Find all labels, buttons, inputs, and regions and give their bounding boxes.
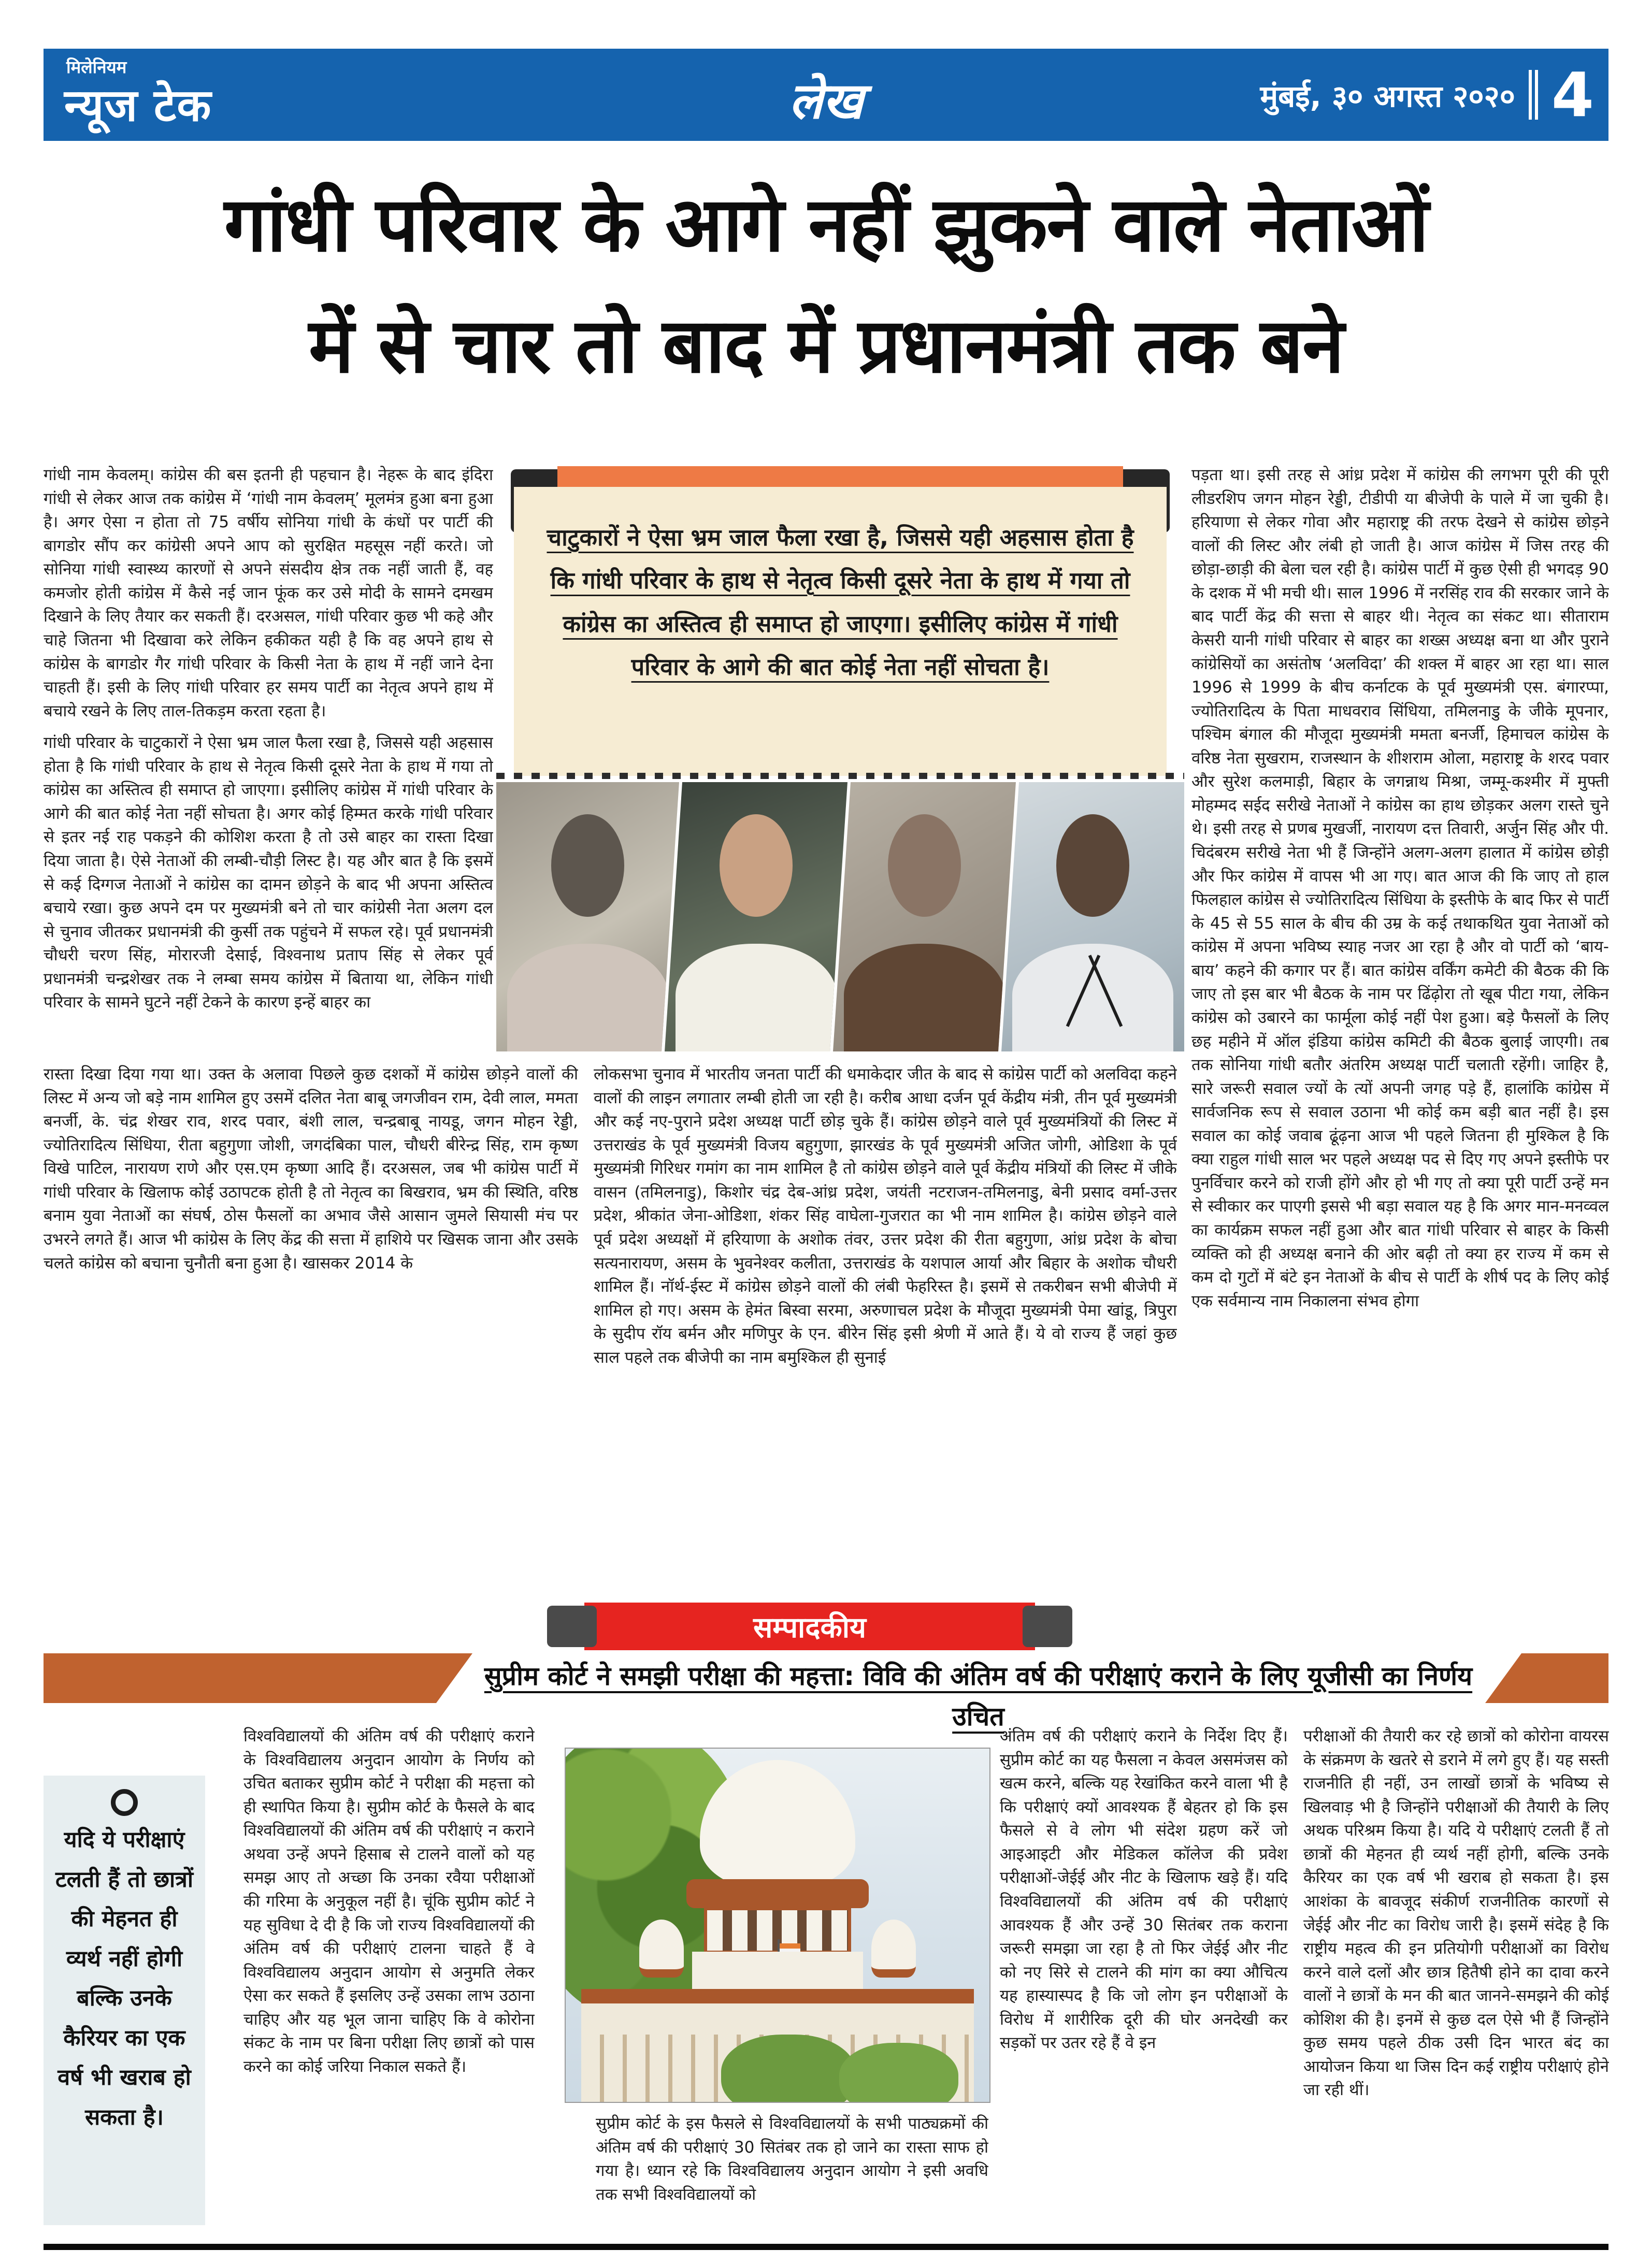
chhatri-right [871, 1920, 916, 1978]
headline-accent-right [1485, 1653, 1608, 1703]
section-label: लेख [788, 72, 864, 130]
pull-quote-box [496, 466, 1184, 776]
perforation-divider [496, 773, 1184, 779]
lead-headline-line1: गांधी परिवार के आगे नहीं झुकने वाले नेताओं [224, 181, 1428, 269]
editorial-sidebar-quote-text: यदि ये परीक्षाएं टलती हैं तो छात्रों की मेहनत ही व्यर्थ नहीं होगी बल्कि उनके कैरियर का एक वर्ष भी खराब हो सकता है। [55, 1827, 194, 2130]
portrait-shoulders [844, 944, 1005, 1051]
lead-paragraph: गांधी परिवार के चाटुकारों ने ऐसा भ्रम जाल फैला रखा है, जिससे यही अहसास होता है कि गांधी परिवार के हाथ से नेतृत्व किसी दूसरे नेता के हाथ में गया तो कांग्रेस का अस्तित्व ही समाप्त हो जाएगा। इसीलिए कांग्रेस में गांधी परिवार के आगे की बात कोई नेता नहीं सोचता है। अगर कोई हिम्मत करके गांधी परिवार से इतर नई राह पकड़ने की कोशिश करता है तो उसे बाहर का रास्ता दिखा दिया जाता है। ऐसे नेताओं की लम्बी-चौड़ी लिस्ट है। यह और बात है कि इसमें से कई दिग्गज नेताओं ने कांग्रेस का दामन छोड़ने के बाद भी अपना अस्तित्व बचाये रखा। कुछ अपने दम पर मुख्यमंत्री बने तो चार कांग्रेसी नेता अलग दल से चुनाव जीतकर प्रधानमंत्री की कुर्सी तक पहुंचने में सफल रहे। पूर्व प्रधानमंत्री चौधरी चरण सिंह, मोरारजी देसाई, विश्वनाथ प्रताप सिंह से लेकर पूर्व प्रधानमंत्री चन्द्रशेखर तक ने लम्बा समय कांग्रेस में बिताया था, लेकिन गांधी परिवार के सामने घुटने नहीं टेकने के कारण इन्हें बाहर का [44, 733, 493, 1012]
editorial-column-under-photo: सुप्रीम कोर्ट के इस फैसले से विश्वविद्यालयों के सभी पाठ्यक्रमों की अंतिम वर्ष की परीक्षाएं 30 सितंबर तक हो जाने का रास्ता साफ हो गया है। ध्यान रहे कि विश्वविद्यालय अनुदान आयोग ने इसी अवधि तक सभी विश्वविद्यालयों को [596, 2114, 988, 2204]
lead-column-right: पड़ता था। इसी तरह से आंध्र प्रदेश में कांग्रेस की लगभग पूरी की पूरी लीडरशिप जगन मोहन रेड्डी, टीडीपी या बीजेपी के पाले में जा चुकी है। हरियाणा से लेकर गोवा और महाराष्ट्र की तरफ देखने से कांग्रेस छोड़ने वालों की लिस्ट और लंबी हो जाती है। आज कांग्रेस में जिस तरह की छोड़ा-छाड़ी की बेला चल रही है। कांग्रेस पार्टी में कुछ ऐसी ही भगदड़ 90 के दशक में भी मची थी। साल 1996 में नरसिंह राव की सरकार जाने के बाद पार्टी केंद्र की सत्ता से बाहर थी। नेतृत्व का संकट था। सीताराम केसरी यानी गांधी परिवार से बाहर का शख्स अध्यक्ष बना था और पुराने कांग्रेसियों का असंतोष ‘अलविदा’ की शक्ल में बाहर आ रहा था। साल 1996 से 1999 के बीच कर्नाटक के पूर्व मुख्यमंत्री एस. बंगारप्पा, ज्योतिरादित्य के पिता माधवराव सिंधिया, तमिलनाडु के जीके मूपनार, पश्चिम बंगाल की मौजूदा मुख्यमंत्री ममता बनर्जी, हिमाचल कांग्रेस के वरिष्ठ नेता सुखराम, राजस्थान के शीशराम ओला, महाराष्ट्र के शरद पवार और सुरेश कलमाड़ी, बिहार के जगन्नाथ मिश्रा, जम्मू-कश्मीर में मुफ्ती मोहम्मद सईद सरीखे नेताओं ने कांग्रेस का हाथ छोड़कर अलग रास्ते चुने थे। इसी तरह से प्रणब मुखर्जी, नारायण दत्त तिवारी, अर्जुन सिंह और पी. चिदंबरम सरीखे नेता भी हैं जिन्होंने अलग-अलग हालात में कांग्रेस छोड़ी और फिर कांग्रेस में वापस भी आ गए। बात आज की कि जाए तो हाल फिलहाल कांग्रेस से ज्योतिरादित्य सिंधिया के इस्तीफे के बाद फिर से पार्टी के 45 से 55 साल के बीच की उम्र के कई तथाकथित युवा नेताओं को कांग्रेस में अपना भविष्य स्याह नजर आ रहा है और वो पार्टी को ‘बाय-बाय’ कहने की कगार पर हैं। बात कांग्रेस वर्किंग कमेटी की बैठक की कि जाए तो इस बार भी बैठक के नाम पर ढिंढ़ोरा तो खूब पीटा गया, लेकिन कांग्रेस को उबारने का फार्मूला कोई नहीं पेश हुआ। बड़े फैसलों के लिए छह महीने में ऑल इंडिया कांग्रेस कमिटी की बैठक बुलाई जाएगी। तब तक सोनिया गांधी बतौर अंतरिम अध्यक्ष पार्टी चलाती रहेंगी। जाहिर है, सारे जरूरी सवाल ज्यों के त्यों अपनी जगह पड़े हैं, हालांकि कांग्रेस में सार्वजनिक रूप से सवाल उठाना भी कोई कम बड़ी बात नहीं है। इस सवाल का कोई जवाब ढूंढ़ना आज भी पहले जितना ही मुश्किल है कि क्या राहुल गांधी साल भर पहले अध्यक्ष पद से दिए गए अपने इस्तीफे पर पुनर्विचार करने को राजी होंगे और हो भी गए तो क्या पूरी पार्टी उन्हें मन से स्वीकार कर पाएगी इससे भी बड़ा सवाल यह है कि अगर मान-मनव्वल का कार्यक्रम सफल नहीं हुआ और बात गांधी परिवार से बाहर के किसी व्यक्ति को ही अध्यक्ष बनाने की ओर बढ़ी तो क्या हर राज्य में कम से कम दो गुटों में बंटे इन नेताओं के बीच से पार्टी के शीर्ष पद के लिए कोई एक सर्वमान्य नाम निकालना संभव होगा [1191, 466, 1609, 1310]
sonia-gandhi-photo [833, 782, 1016, 1051]
masthead-right [1260, 49, 1594, 141]
masthead [44, 49, 1608, 141]
quote-mark-icon [111, 1789, 138, 1816]
headline-accent-left [44, 1653, 472, 1703]
dateline: मुंबई, ३० अगस्त २०२० [1260, 78, 1515, 114]
gandhi-family-photo-strip [496, 782, 1184, 1051]
dome-band [686, 1879, 869, 1908]
bush [721, 2035, 856, 2103]
editorial-ribbon [584, 1603, 1035, 1650]
lead-paragraph: गांधी नाम केवलम्। कांग्रेस की बस इतनी ही पहचान है। नेहरू के बाद इंदिरा गांधी से लेकर आज तक कांग्रेस में ‘गांधी नाम केवलम्’ मूलमंत्र हुआ बना हुआ है। अगर ऐसा न होता तो 75 वर्षीय सोनिया गांधी के कंधों पर पार्टी की बागडोर सौंप कर कांग्रेसी अपने आप को सुरक्षित महसूस नहीं करते। जो सोनिया गांधी स्वास्थ्य कारणों से अपने संसदीय क्षेत्र तक नहीं जाती हैं, वह कमजोर होती कांग्रेस में कैसे नई जान फूंक कर उसे मोदी के सामने दमखम दिखाने के लिए तैयार कर सकती हैं। दरअसल, गांधी परिवार कुछ भी कहे और चाहे जितना भी दिखावा करे लेकिन हकीकत यही है कि वह अपने हाथ से कांग्रेस के बागडोर गैर गांधी परिवार के किसी नेता के हाथ में नहीं जाने देना चाहती हैं। इसी के लिए गांधी परिवार हर समय पार्टी का नेतृत्व अपने हाथ में बचाये रखने के लिए ताल-तिकड़म करता रहता है। [44, 466, 493, 720]
ribbon-fold-right [1023, 1606, 1072, 1647]
supreme-court-building-photo [565, 1748, 990, 2103]
editorial-ribbon-label: सम्पादकीय [753, 1610, 866, 1644]
lead-column-left-continued: रास्ता दिखा दिया गया था। उक्त के अलावा पिछले कुछ दशकों में कांग्रेस छोड़ने वालों की लिस्ट में अन्य जो बड़े नाम शामिल हुए उसमें दलित नेता बाबू जगजीवन राम, देवी लाल, ममता बनर्जी, के. चंद्र शेखर राव, शरद पवार, बंशी लाल, चन्द्रबाबू नायडू, जगन मोहन रेड्डी, ज्योतिरादित्य सिंधिया, रीता बहुगुणा जोशी, जगदंबिका पाल, चौधरी बीरेन्द्र सिंह, राम कृष्ण विखे पाटिल, नारायण राणे और एस.एम कृष्णा आदि हैं। दरअसल, जब भी कांग्रेस पार्टी में गांधी परिवार के खिलाफ कोई उठापटक होती है तो नेतृत्व का बिखराव, भ्रम की स्थिति, वरिष्ठ बनाम युवा नेताओं का संघर्ष, ठोस फैसलों का अभाव जैसे आसान जुमले सियासी मंच पर उभरने लगते हैं। आज भी कांग्रेस के लिए केंद्र की सत्ता में हाशिये पर खिसक जाना और उसके चलते कांग्रेस को बचाना चुनौती बना हुआ है। खासकर 2014 के [44, 1065, 578, 1273]
lead-column-middle: लोकसभा चुनाव में भारतीय जनता पार्टी की धमाकेदार जीत के बाद से कांग्रेस पार्टी को अलविदा कहने वालों की लाइन लगातार लम्बी होती जा रही है। करीब आधा दर्जन पूर्व केंद्रीय मंत्री, तीन पूर्व मुख्यमंत्री और कई नए-पुराने प्रदेश अध्यक्ष पार्टी छोड़ चुके हैं। कांग्रेस छोड़ने वाले पूर्व मुख्यमंत्रियों की लिस्ट में उत्तराखंड के पूर्व मुख्यमंत्री विजय बहुगुणा, झारखंड के पूर्व मुख्यमंत्री अजित जोगी, ओडिशा के पूर्व मुख्यमंत्री गिरिधर गमांग का नाम शामिल है तो कांग्रेस छोड़ने वाले पूर्व केंद्रीय मंत्रियों की लिस्ट में जीके वासन (तमिलनाडु), किशोर चंद्र देब-आंध्र प्रदेश, जयंती नटराजन-तमिलनाडु, बेनी प्रसाद वर्मा-उत्तर प्रदेश, श्रीकांत जेना-ओडिशा, शंकर सिंह वाघेला-गुजरात का भी नाम शामिल है। कांग्रेस छोड़ने वाले पूर्व प्रदेश अध्यक्षों में हरियाणा के अशोक तंवर, उत्तर प्रदेश की रीता बहुगुणा, आंध्र प्रदेश के बोचा सत्यनारायण, असम के भुवनेश्वर कलीता, उत्तराखंड के यशपाल आर्या और बिहार के अशोक चौधरी शामिल हैं। नॉर्थ-ईस्ट में कांग्रेस छोड़ने वालों की लंबी फेहरिस्त है। इसमें से तकरीबन सभी बीजेपी में शामिल हो गए। असम के हेमंत बिस्वा सरमा, अरुणाचल प्रदेश के मौजूदा मुख्यमंत्री पेमा खांडू, त्रिपुरा के सुदीप रॉय बर्मन और मणिपुर के एन. बीरेन सिंह इसी श्रेणी में आते हैं। ये वो राज्य हैं जहां कुछ साल पहले तक बीजेपी का नाम बमुश्किल ही सुनाई [594, 1065, 1177, 1367]
portrait-head [1056, 814, 1129, 917]
rajiv-gandhi-photo [665, 782, 847, 1051]
portrait-head [720, 814, 793, 917]
portrait-head [551, 814, 624, 917]
portrait-shoulders [676, 944, 837, 1051]
lead-column-left [44, 464, 493, 1059]
bush [839, 2043, 958, 2103]
editorial-column-1: विश्वविद्यालयों की अंतिम वर्ष की परीक्षाएं कराने के विश्वविद्यालय अनुदान आयोग के निर्णय को उचित बताकर सुप्रीम कोर्ट ने परीक्षा की महत्ता को ही स्थापित किया है। सुप्रीम कोर्ट के फैसले के बाद विश्वविद्यालयों की अंतिम वर्ष की परीक्षाएं न कराने अथवा उन्हें अपने हिसाब से टालने वालों को यह समझ आए तो अच्छा कि उनका रवैया परीक्षाओं की गरिमा के अनुकूल नहीं है। चूंकि सुप्रीम कोर्ट ने यह सुविधा दे दी है कि जो राज्य विश्वविद्यालयों की अंतिम वर्ष की परीक्षाएं टालना चाहते हैं वे विश्वविद्यालय अनुदान आयोग से अनुमति लेकर ऐसा कर सकते हैं इसलिए उन्हें उसका लाभ उठाना चाहिए और यह भूल जाना चाहिए कि वे कोरोना संकट के नाम पर बिना परीक्षा लिए छात्रों को पास करने का कोई जरिया निकाल सकते हैं। [243, 1727, 535, 2076]
portrait-shoulders [507, 944, 668, 1051]
rahul-gandhi-photo [1001, 782, 1184, 1051]
indira-gandhi-photo [496, 782, 679, 1051]
editorial-column-3: परीक्षाओं की तैयारी कर रहे छात्रों को कोरोना वायरस के संक्रमण के खतरे से डराने में लगे हुए हैं। यह सस्ती राजनीति ही नहीं, उन लाखों छात्रों के भविष्य से खिलवाड़ भी है जिन्होंने परीक्षाओं की तैयारी के लिए अथक परिश्रम किया है। यदि ये परीक्षाएं टलती हैं तो छात्रों की मेहनत ही व्यर्थ नहीं होगी, बल्कि उनके कैरियर का एक वर्ष भी खराब हो सकता है। इस आशंका के बावजूद संकीर्ण राजनीतिक कारणों से जेईई और नीट का विरोध जारी है। इसमें संदेह है कि राष्ट्रीय महत्व की इन प्रतियोगी परीक्षाओं का विरोध करने वाले दलों और छात्र हितैषी होने का दावा करने वालों ने छात्रों के मन की बात जानने-समझने की कोई कोशिश की है। इनमें से कुछ दल ऐसे भी हैं जिन्होंने कुछ समय पहले ठीक उसी दिन भारत बंद का आयोजन किया था जिस दिन कई राष्ट्रीय परीक्षाएं होने जा रही थीं। [1303, 1727, 1609, 2100]
editorial-headline: सुप्रीम कोर्ट ने समझी परीक्षा की महत्ता: विवि की अंतिम वर्ष की परीक्षाएं कराने के लिए यूजीसी का निर्णय उचित [484, 1661, 1473, 1732]
editorial-headline-row [44, 1653, 1608, 1732]
ribbon-fold-left [547, 1606, 597, 1647]
page-number: 4 [1551, 59, 1594, 131]
editorial-sidebar-quote [44, 1776, 205, 2225]
brand-title: न्यूज टेक [64, 80, 212, 132]
editorial-column-2: अंतिम वर्ष की परीक्षाएं कराने के निर्देश दिए हैं। सुप्रीम कोर्ट का यह फैसला न केवल असमंजस को खत्म करने, बल्कि यह रेखांकित करने वाला भी है कि परीक्षाएं क्यों आवश्यक हैं बेहतर हो कि इस फैसले से वे लोग भी संदेश ग्रहण करें जो आइआइटी और मेडिकल कॉलेज की प्रवेश परीक्षाओं-जेईई और नीट के खिलाफ खड़े हैं। यदि विश्वविद्यालयों की अंतिम वर्ष की परीक्षाएं आवश्यक हैं और उन्हें 30 सितंबर तक कराना जरूरी समझा जा रहा है तो फिर जेईई और नीट को नए सिरे से टालने की मांग का क्या औचित्य यह हास्यास्पद है कि जो लोग इन परीक्षाओं के विरोध में शारीरिक दूरी की घोर अनदेखी कर सड़कों पर उतर रहे हैं वे इन [1000, 1727, 1288, 2053]
portrait-head [888, 814, 961, 917]
chhatri-left [639, 1920, 684, 1978]
brand-small: मिलेनियम [66, 57, 127, 77]
bottom-rule [44, 2244, 1608, 2250]
pull-quote-text: चाटुकारों ने ऐसा भ्रम जाल फैला रखा है, जिससे यही अहसास होता है कि गांधी परिवार के हाथ से नेतृत्व किसी दूसरे नेता के हाथ में गया तो कांग्रेस का अस्तित्व ही समाप्त हो जाएगा। इसीलिए कांग्रेस में गांधी परिवार के आगे की बात कोई नेता नहीं सोचता है। [547, 524, 1134, 681]
page-separator [1529, 70, 1538, 120]
lead-headline-line2: में से चार तो बाद में प्रधानमंत्री तक बने [308, 301, 1344, 390]
lead-headline [44, 165, 1608, 407]
